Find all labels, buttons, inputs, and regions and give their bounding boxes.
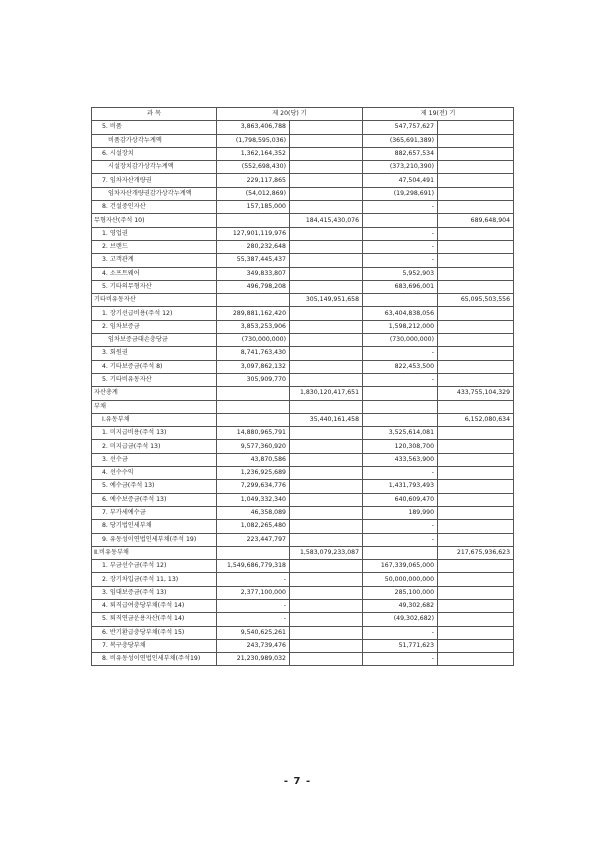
current-total-amount <box>290 639 363 652</box>
row-label: Ⅰ.유동부채 <box>92 413 217 426</box>
prior-detail-amount <box>363 387 438 400</box>
prior-total-amount <box>438 280 514 293</box>
prior-detail-amount <box>363 413 438 426</box>
prior-detail-amount: 189,990 <box>363 506 438 519</box>
prior-detail-amount: 47,504,491 <box>363 174 438 187</box>
prior-total-amount <box>438 360 514 373</box>
current-detail-amount: 1,082,265,480 <box>217 520 290 533</box>
current-total-amount <box>290 506 363 519</box>
prior-total-amount <box>438 187 514 200</box>
prior-detail-amount: - <box>363 347 438 360</box>
prior-total-amount <box>438 613 514 626</box>
current-total-amount <box>290 480 363 493</box>
current-total-amount <box>290 280 363 293</box>
current-detail-amount: - <box>217 613 290 626</box>
table-row <box>92 639 514 652</box>
table-row <box>92 546 514 559</box>
prior-total-amount <box>438 573 514 586</box>
current-detail-amount: 9,540,625,261 <box>217 626 290 639</box>
table-row <box>92 467 514 480</box>
current-detail-amount: 3,097,862,132 <box>217 360 290 373</box>
prior-total-amount <box>438 240 514 253</box>
prior-detail-amount <box>363 546 438 559</box>
current-total-amount <box>290 320 363 333</box>
current-detail-amount: 43,870,586 <box>217 453 290 466</box>
current-detail-amount: 157,185,000 <box>217 201 290 214</box>
current-detail-amount: 289,881,162,420 <box>217 307 290 320</box>
current-detail-amount: 7,299,634,776 <box>217 480 290 493</box>
table-row <box>92 387 514 400</box>
prior-detail-amount: 285,100,000 <box>363 586 438 599</box>
prior-detail-amount: 683,696,001 <box>363 280 438 293</box>
current-total-amount <box>290 427 363 440</box>
current-total-amount: 35,440,161,458 <box>290 413 363 426</box>
current-total-amount <box>290 334 363 347</box>
current-detail-amount: 127,901,119,976 <box>217 227 290 240</box>
current-total-amount <box>290 440 363 453</box>
prior-total-amount <box>438 653 514 666</box>
table-header-row <box>92 108 514 121</box>
table-row <box>92 307 514 320</box>
current-detail-amount: 3,863,406,788 <box>217 121 290 134</box>
row-label: 기타비유동자산 <box>92 294 217 307</box>
table-row <box>92 440 514 453</box>
prior-detail-amount: 120,308,700 <box>363 440 438 453</box>
current-total-amount <box>290 227 363 240</box>
current-total-amount <box>290 467 363 480</box>
row-label: 7. 부가세예수금 <box>92 506 217 519</box>
prior-total-amount <box>438 320 514 333</box>
row-label: 6. 시설장치 <box>92 147 217 160</box>
prior-total-amount: 433,755,104,329 <box>438 387 514 400</box>
current-total-amount: 1,830,120,417,651 <box>290 387 363 400</box>
table-row <box>92 626 514 639</box>
row-label: 9. 유동성이연법인세부채(주석 19) <box>92 533 217 546</box>
table-row <box>92 653 514 666</box>
table-row <box>92 201 514 214</box>
table-row <box>92 334 514 347</box>
prior-detail-amount: (730,000,000) <box>363 334 438 347</box>
prior-detail-amount: 50,000,000,000 <box>363 573 438 586</box>
prior-detail-amount: - <box>363 254 438 267</box>
table-row <box>92 134 514 147</box>
table-row <box>92 320 514 333</box>
current-total-amount <box>290 400 363 413</box>
current-total-amount <box>290 187 363 200</box>
prior-detail-amount: 63,404,838,056 <box>363 307 438 320</box>
prior-total-amount <box>438 121 514 134</box>
current-detail-amount <box>217 400 290 413</box>
current-detail-amount: 46,358,089 <box>217 506 290 519</box>
row-label: Ⅱ.비유동부채 <box>92 546 217 559</box>
current-detail-amount: 496,798,208 <box>217 280 290 293</box>
current-total-amount <box>290 134 363 147</box>
prior-total-amount: 6,152,080,634 <box>438 413 514 426</box>
table-row <box>92 413 514 426</box>
current-total-amount: 1,583,079,233,087 <box>290 546 363 559</box>
current-total-amount <box>290 360 363 373</box>
prior-total-amount <box>438 227 514 240</box>
row-label: 4. 소프트웨어 <box>92 267 217 280</box>
table-row <box>92 480 514 493</box>
row-label: 3. 선수금 <box>92 453 217 466</box>
row-label: 1. 미지급비용(주석 13) <box>92 427 217 440</box>
prior-total-amount <box>438 307 514 320</box>
header-prior-period: 제 19(전) 기 <box>363 108 514 121</box>
current-detail-amount: 229,117,865 <box>217 174 290 187</box>
prior-total-amount: 217,675,936,623 <box>438 546 514 559</box>
prior-detail-amount: - <box>363 520 438 533</box>
row-label: 6. 반기환급충당부채(주석 15) <box>92 626 217 639</box>
prior-total-amount <box>438 347 514 360</box>
prior-detail-amount: 3,525,614,081 <box>363 427 438 440</box>
current-total-amount <box>290 533 363 546</box>
row-label: 2. 장기차입금(주석 11, 13) <box>92 573 217 586</box>
prior-total-amount <box>438 493 514 506</box>
prior-total-amount <box>438 427 514 440</box>
current-detail-amount <box>217 294 290 307</box>
current-detail-amount <box>217 413 290 426</box>
current-total-amount: 184,415,430,076 <box>290 214 363 227</box>
row-label: 5. 기타의무형자산 <box>92 280 217 293</box>
table-row <box>92 240 514 253</box>
prior-detail-amount: 433,563,900 <box>363 453 438 466</box>
current-total-amount <box>290 147 363 160</box>
row-label: 임차보증금대손충당금 <box>92 334 217 347</box>
prior-detail-amount: - <box>363 201 438 214</box>
prior-detail-amount: 882,657,534 <box>363 147 438 160</box>
table-row <box>92 280 514 293</box>
prior-total-amount <box>438 400 514 413</box>
current-total-amount <box>290 267 363 280</box>
current-total-amount <box>290 121 363 134</box>
prior-total-amount <box>438 174 514 187</box>
page-number: - 7 - <box>283 776 312 787</box>
current-total-amount <box>290 161 363 174</box>
current-detail-amount: 1,236,925,689 <box>217 467 290 480</box>
current-total-amount <box>290 373 363 386</box>
table-row <box>92 174 514 187</box>
row-label: 2. 브랜드 <box>92 240 217 253</box>
prior-total-amount <box>438 134 514 147</box>
prior-total-amount <box>438 467 514 480</box>
current-detail-amount: (730,000,000) <box>217 334 290 347</box>
row-label: 1. 영업권 <box>92 227 217 240</box>
current-total-amount <box>290 453 363 466</box>
current-detail-amount: - <box>217 599 290 612</box>
balance-sheet-table <box>91 107 514 666</box>
current-detail-amount: 305,909,770 <box>217 373 290 386</box>
current-detail-amount: (54,012,869) <box>217 187 290 200</box>
current-detail-amount: 8,741,763,430 <box>217 347 290 360</box>
header-current-period: 제 20(당) 기 <box>217 108 363 121</box>
table-row <box>92 453 514 466</box>
prior-detail-amount <box>363 214 438 227</box>
current-detail-amount: (1,798,595,036) <box>217 134 290 147</box>
prior-detail-amount: - <box>363 653 438 666</box>
prior-detail-amount: 822,453,500 <box>363 360 438 373</box>
prior-detail-amount: 51,771,623 <box>363 639 438 652</box>
current-detail-amount: 21,230,989,032 <box>217 653 290 666</box>
current-detail-amount: 2,377,100,000 <box>217 586 290 599</box>
current-detail-amount: 1,362,164,352 <box>217 147 290 160</box>
prior-detail-amount: (49,302,682) <box>363 613 438 626</box>
row-label: 4. 선수수익 <box>92 467 217 480</box>
current-total-amount <box>290 613 363 626</box>
table-row <box>92 227 514 240</box>
prior-total-amount: 65,095,503,556 <box>438 294 514 307</box>
prior-detail-amount: (365,691,389) <box>363 134 438 147</box>
row-label: 임차자산개량권감가상각누계액 <box>92 187 217 200</box>
table-row <box>92 214 514 227</box>
row-label: 무형자산(주석 10) <box>92 214 217 227</box>
header-account-title: 과 목 <box>92 108 217 121</box>
row-label: 8. 건설중인자산 <box>92 201 217 214</box>
table-row <box>92 400 514 413</box>
prior-total-amount <box>438 147 514 160</box>
table-row <box>92 360 514 373</box>
current-total-amount <box>290 254 363 267</box>
current-detail-amount: 3,853,253,906 <box>217 320 290 333</box>
prior-total-amount <box>438 373 514 386</box>
prior-detail-amount: 167,339,065,000 <box>363 560 438 573</box>
prior-total-amount <box>438 586 514 599</box>
prior-detail-amount: - <box>363 467 438 480</box>
prior-detail-amount: - <box>363 240 438 253</box>
prior-detail-amount: 1,598,212,000 <box>363 320 438 333</box>
current-total-amount <box>290 626 363 639</box>
row-label: 시설장치감가상각누계액 <box>92 161 217 174</box>
table-row <box>92 493 514 506</box>
prior-total-amount <box>438 520 514 533</box>
table-row <box>92 520 514 533</box>
current-detail-amount: 349,833,807 <box>217 267 290 280</box>
row-label: 2. 미지급금(주석 13) <box>92 440 217 453</box>
table-body <box>92 121 514 666</box>
table-row <box>92 613 514 626</box>
table-row <box>92 506 514 519</box>
table-row <box>92 294 514 307</box>
current-total-amount <box>290 174 363 187</box>
prior-total-amount: 689,648,904 <box>438 214 514 227</box>
row-label: 7. 임차자산개량권 <box>92 174 217 187</box>
table-row <box>92 373 514 386</box>
current-detail-amount: 1,549,686,779,318 <box>217 560 290 573</box>
current-total-amount <box>290 347 363 360</box>
prior-detail-amount: 1,431,793,493 <box>363 480 438 493</box>
row-label: 1. 부금선수금(주석 12) <box>92 560 217 573</box>
table-row <box>92 121 514 134</box>
prior-detail-amount: (19,298,691) <box>363 187 438 200</box>
row-label: 6. 예수보증금(주석 13) <box>92 493 217 506</box>
current-detail-amount <box>217 546 290 559</box>
prior-detail-amount: 49,302,682 <box>363 599 438 612</box>
row-label: 4. 기타보증금(주석 8) <box>92 360 217 373</box>
prior-detail-amount: - <box>363 533 438 546</box>
table-row <box>92 267 514 280</box>
table-row <box>92 161 514 174</box>
row-label: 5. 퇴직연금운용자산(주석 14) <box>92 613 217 626</box>
row-label: 3. 고객관계 <box>92 254 217 267</box>
current-detail-amount: (552,698,430) <box>217 161 290 174</box>
table-row <box>92 187 514 200</box>
row-label: 4. 퇴직급여충당부채(주석 14) <box>92 599 217 612</box>
row-label: 8. 당기법인세부채 <box>92 520 217 533</box>
row-label: 3. 임대보증금(주석 13) <box>92 586 217 599</box>
current-detail-amount: 1,049,332,340 <box>217 493 290 506</box>
row-label: 비품감가상각누계액 <box>92 134 217 147</box>
current-total-amount: 305,149,951,658 <box>290 294 363 307</box>
prior-detail-amount: - <box>363 626 438 639</box>
row-label: 5. 기타비유동자산 <box>92 373 217 386</box>
current-total-amount <box>290 201 363 214</box>
prior-total-amount <box>438 440 514 453</box>
row-label: 3. 회원권 <box>92 347 217 360</box>
table-row <box>92 560 514 573</box>
row-label: 5. 예수금(주석 13) <box>92 480 217 493</box>
prior-total-amount <box>438 506 514 519</box>
prior-total-amount <box>438 560 514 573</box>
row-label: 부채 <box>92 400 217 413</box>
table-row <box>92 147 514 160</box>
current-detail-amount: 223,447,797 <box>217 533 290 546</box>
current-detail-amount: 9,577,360,920 <box>217 440 290 453</box>
prior-detail-amount: 547,757,627 <box>363 121 438 134</box>
prior-total-amount <box>438 533 514 546</box>
current-total-amount <box>290 573 363 586</box>
current-detail-amount: 14,880,965,791 <box>217 427 290 440</box>
current-detail-amount <box>217 214 290 227</box>
prior-detail-amount: 640,609,470 <box>363 493 438 506</box>
current-detail-amount: - <box>217 573 290 586</box>
prior-total-amount <box>438 161 514 174</box>
table-row <box>92 254 514 267</box>
current-detail-amount: 280,232,648 <box>217 240 290 253</box>
prior-total-amount <box>438 254 514 267</box>
table-row <box>92 427 514 440</box>
prior-total-amount <box>438 626 514 639</box>
row-label: 자산총계 <box>92 387 217 400</box>
current-detail-amount <box>217 387 290 400</box>
prior-total-amount <box>438 267 514 280</box>
row-label: 1. 장기선급비용(주석 12) <box>92 307 217 320</box>
table-row <box>92 533 514 546</box>
current-total-amount <box>290 493 363 506</box>
prior-detail-amount: - <box>363 373 438 386</box>
current-total-amount <box>290 307 363 320</box>
current-total-amount <box>290 240 363 253</box>
prior-total-amount <box>438 639 514 652</box>
prior-total-amount <box>438 480 514 493</box>
prior-total-amount <box>438 453 514 466</box>
table-row <box>92 599 514 612</box>
prior-total-amount <box>438 201 514 214</box>
current-total-amount <box>290 560 363 573</box>
prior-detail-amount: (373,210,390) <box>363 161 438 174</box>
current-total-amount <box>290 520 363 533</box>
current-detail-amount: 243,739,476 <box>217 639 290 652</box>
prior-total-amount <box>438 599 514 612</box>
row-label: 8. 비유동성이연법인세부채(주석19) <box>92 653 217 666</box>
table-row <box>92 586 514 599</box>
row-label: 2. 임차보증금 <box>92 320 217 333</box>
table-row <box>92 573 514 586</box>
current-total-amount <box>290 653 363 666</box>
current-detail-amount: 55,387,445,437 <box>217 254 290 267</box>
prior-detail-amount <box>363 400 438 413</box>
row-label: 5. 비품 <box>92 121 217 134</box>
row-label: 7. 복구충당부채 <box>92 639 217 652</box>
prior-detail-amount <box>363 294 438 307</box>
prior-detail-amount: - <box>363 227 438 240</box>
current-total-amount <box>290 599 363 612</box>
prior-total-amount <box>438 334 514 347</box>
prior-detail-amount: 5,952,903 <box>363 267 438 280</box>
table-row <box>92 347 514 360</box>
current-total-amount <box>290 586 363 599</box>
